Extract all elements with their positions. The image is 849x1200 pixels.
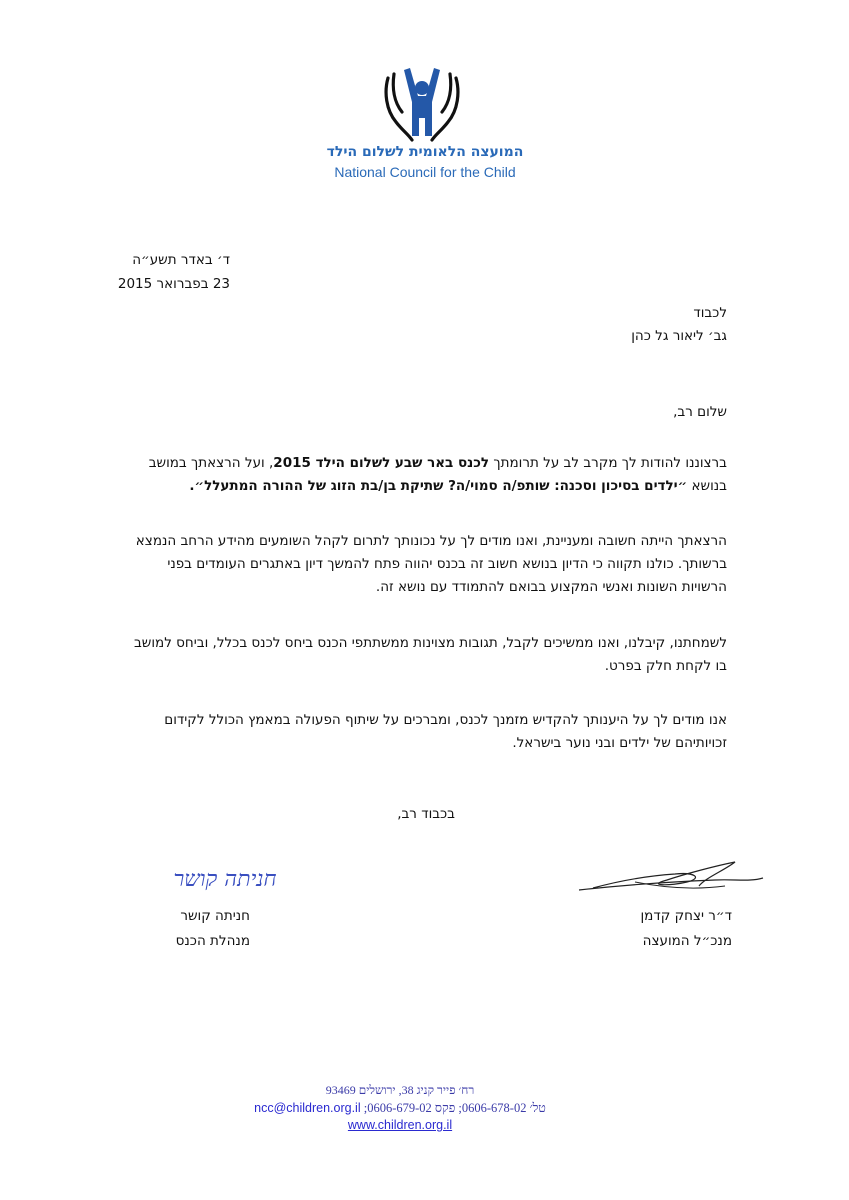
signature-kedman [575,852,770,902]
p1-part-a: ברצוננו להודות לך מקרב לב על תרומתך [489,455,727,471]
signature-kosher: חניתה קושר [173,867,277,892]
p1-conference-name: לכנס באר שבע לשלום הילד 2015 [273,455,490,471]
signer-left-title: מנהלת הכנס [175,933,250,949]
council-logo [380,62,464,144]
paragraph-4: אנו מודים לך על היענותך להקדיש מזמנך לכנס, ומברכים על שיתוף הפעולה במאמץ הכולל לקידום זכויותיהם של ילדים ובני נוער בישראל. [164,712,727,751]
paragraph-3: לשמחתנו, קיבלנו, ואנו ממשיכים לקבל, תגובות מצוינות ממשתתפי הכנס ביחס לכנס בכלל, וביחס למושב בו לקחת חלק בפרט. [133,635,727,674]
footer-website-link[interactable]: www.children.org.il [347,1118,453,1132]
greeting: שלום רב, [673,404,727,420]
p1-session-title: ״ילדים בסיכון וסכנה: שותפ/ה סמוי/ה? שתיקת בן/בת הזוג של ההורה המתעלל״. [189,478,688,494]
gregorian-date: 23 בפברואר 2015 [117,276,230,292]
signer-right-name: ד״ר יצחק קדמן [640,908,732,924]
child-figure-icon [404,68,440,136]
footer-phone: טל׳ 0606-678-02; פקס 0606-679-02; [363,1101,546,1115]
footer-contact [200,1101,600,1116]
paragraph-1 [122,452,727,498]
signer-left-name: חניתה קושר [180,908,250,924]
recipient-salutation: לכבוד [693,305,727,321]
paragraph-2: הרצאתך הייתה חשובה ומעניינת, ואנו מודים לך על נכונותך לתרום לקהל השומעים מהידע הרחב הנמצא ברשותך. כולנו תקווה כי הדיון בנושא חשוב זה בכנס יהווה פתח להמשך דיון באתגרים העומדים בפני הרשויות השונות ואנשי המקצוע בבואם להתמודד עם נושא זה. [135,533,727,595]
footer-email[interactable]: ncc@children.org.il [254,1101,361,1115]
recipient-name: גב׳ ליאור גל כהן [631,328,727,344]
org-name-english: National Council for the Child [334,164,516,180]
footer-address: רח׳ פייר קניג 38, ירושלים 93469 [325,1083,475,1097]
closing: בכבוד רב, [397,806,455,822]
hebrew-date: ד׳ באדר תשע״ה [132,252,230,268]
org-name-hebrew: המועצה הלאומית לשלום הילד [326,144,524,160]
signer-right-title: מנכ״ל המועצה [642,933,732,949]
p1-part-c: , ועל הרצאתך במושב בנושא [148,455,727,494]
